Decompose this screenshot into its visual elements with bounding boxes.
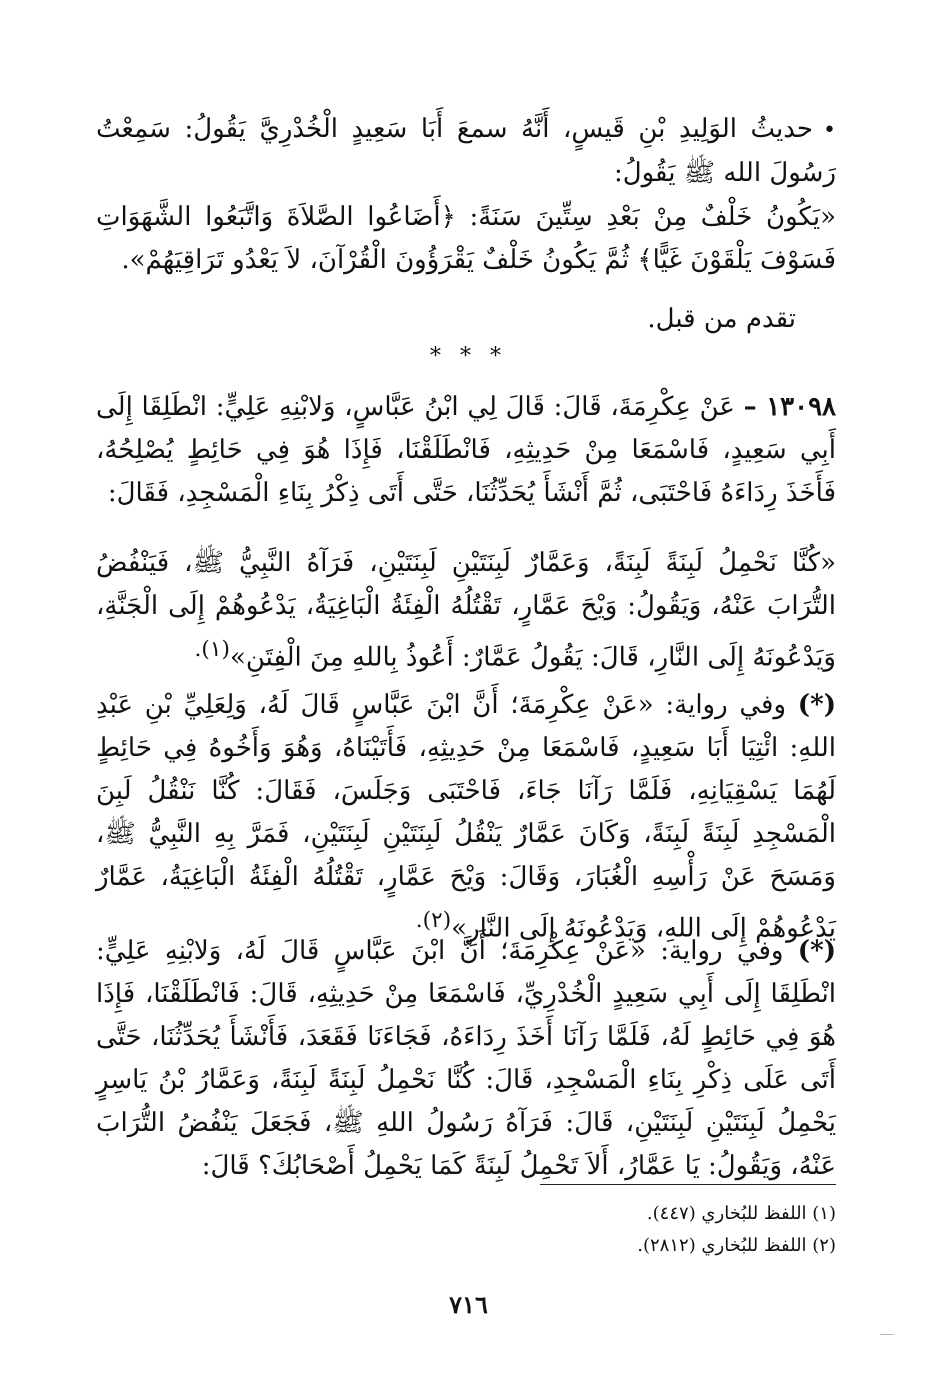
hadith-main-matn-text: «كُنَّا نَحْمِلُ لَبِنَةً لَبِنَةً، وَعَمَّارٌ لَبِنَتَيْنِ لَبِنَتَيْنِ، فَرَآهُ النَّبِيُّ ﷺ، فَيَنْفُضُ التُّرَابَ عَنْهُ، وَيَقُولُ: وَيْحَ عَمَّارٍ، تَقْتُلُهُ الْفِئَةُ الْبَاغِيَةُ، يَدْعُوهُمْ إِلَى الْجَنَّةِ، وَيَدْعُونَهُ إِلَى النَّارِ، قَالَ: يَقُولُ عَمَّارٌ: أَعُوذُ بِاللهِ مِنَ الْفِتَنِ» <box>96 548 836 673</box>
page-number: ٧١٦ <box>449 1290 488 1319</box>
bullet-icon: • <box>823 118 836 143</box>
riwaya-2 <box>96 930 836 1188</box>
footnote-ref-1: (١). <box>194 637 230 662</box>
hadith-number: ١٣٠٩٨ – <box>743 392 837 422</box>
riwaya-1-marker: (*) <box>797 690 836 720</box>
footnote-2: (٢) اللفظ للبُخاري (٢٨١٢). <box>637 1235 836 1256</box>
hadith-main <box>96 386 836 515</box>
hadith-intro-quote: «يَكُونُ خَلْفٌ مِنْ بَعْدِ سِتِّينَ سَنَةً: ﴿أَضَاعُوا الصَّلاَةَ وَاتَّبَعُوا الشَّهَوَاتِ فَسَوْفَ يَلْقَوْنَ غَيًّا﴾ ثُمَّ يَكُونُ خَلْفٌ يَقْرَؤُونَ الْقُرْآنَ، لاَ يَعْدُو تَرَاقِيَهُمْ». <box>96 202 836 275</box>
footnote-1: (١) اللفظ للبُخاري (٤٤٧). <box>646 1203 836 1224</box>
riwaya-1 <box>96 684 836 951</box>
hadith-intro-note: تقدم من قبل. <box>647 304 796 334</box>
scan-mark <box>880 1334 894 1335</box>
riwaya-1-text: وفي رواية: «عَنْ عِكْرِمَةَ؛ أَنَّ ابْنَ عَبَّاسٍ قَالَ لَهُ، وَلِعَلِيِّ بْنِ عَبْدِ اللهِ: ائْتِيَا أَبَا سَعِيدٍ، فَاسْمَعَا مِنْ حَدِيثِهِ، فَأَتَيْنَاهُ، وَهُوَ وَأَخُوهُ فِي حَائِطٍ لَهُمَا يَسْقِيَانِهِ، فَلَمَّا رَآنَا جَاءَ، فَاحْتَبَى وَجَلَسَ، فَقَالَ: كُنَّا نَنْقُلُ لَبِنَ الْمَسْجِدِ لَبِنَةً لَبِنَةً، وَكَانَ عَمَّارٌ يَنْقُلُ لَبِنَتَيْنِ لَبِنَتَيْنِ، فَمَرَّ بِهِ النَّبِيُّ ﷺ، وَمَسَحَ عَنْ رَأْسِهِ الْغُبَارَ، وَقَالَ: وَيْحَ عَمَّارٍ، تَقْتُلُهُ الْفِئَةُ الْبَاغِيَةُ، عَمَّارٌ يَدْعُوهُمْ إِلَى اللهِ، وَيَدْعُونَهُ إِلَى النَّارِ» <box>96 690 836 944</box>
riwaya-2-marker: (*) <box>797 936 836 966</box>
hadith-intro-isnad: حديثُ الوَلِيدِ بْنِ قَيسٍ، أَنَّهُ سمعَ أَبَا سَعِيدٍ الْخُدْرِيَّ يَقُولُ: سَمِعْتُ رَسُولَ الله ﷺ يَقُولُ: <box>96 114 836 188</box>
hadith-intro <box>96 108 836 195</box>
hadith-main-isnad: عَنْ عِكْرِمَةَ، قَالَ: قَالَ لِي ابْنُ عَبَّاسٍ، وَلابْنِهِ عَلِيٍّ: انْطَلِقَا إِلَى أَبِي سَعِيدٍ، فَاسْمَعَا مِنْ حَدِيثِهِ، فَانْطَلَقْنَا، فَإِذَا هُوَ فِي حَائِطٍ يُصْلِحُهُ، فَأَخَذَ رِدَاءَهُ فَاحْتَبَى، ثُمَّ أَنْشَأَ يُحَدِّثُنَا، حَتَّى أَتَى ذِكْرُ بِنَاءِ الْمَسْجِدِ، فَقَالَ: <box>96 392 836 508</box>
footnote-divider <box>540 1184 836 1185</box>
hadith-main-matn <box>96 542 836 680</box>
footnote-ref-2: (٢). <box>415 908 452 933</box>
section-separator: * * * <box>430 344 507 369</box>
riwaya-2-text: وفي رواية: «عَنْ عِكْرِمَةَ؛ أَنَّ ابْنَ عَبَّاسٍ قَالَ لَهُ، وَلابْنِهِ عَلِيٍّ: انْطَلِقَا إِلَى أَبِي سَعِيدٍ الْخُدْرِيِّ، فَاسْمَعَا مِنْ حَدِيثِهِ، قَالَ: فَانْطَلَقْنَا، فَإِذَا هُوَ فِي حَائِطٍ لَهُ، فَلَمَّا رَآنَا أَخَذَ رِدَاءَهُ، فَجَاءَنَا فَقَعَدَ، فَأَنْشَأَ يُحَدِّثُنَا، حَتَّى أَتَى عَلَى ذِكْرِ بِنَاءِ الْمَسْجِدِ، قَالَ: كُنَّا نَحْمِلُ لَبِنَةً لَبِنَةً، وَعَمَّارُ بْنُ يَاسِرٍ يَحْمِلُ لَبِنَتَيْنِ لَبِنَتَيْنِ، قَالَ: فَرَآهُ رَسُولُ اللهِ ﷺ، فَجَعَلَ يَنْفُضُ التُّرَابَ عَنْهُ، وَيَقُولُ: يَا عَمَّارُ، أَلاَ تَحْمِلُ لَبِنَةً كَمَا يَحْمِلُ أَصْحَابُكَ؟ قَالَ: <box>96 936 836 1181</box>
